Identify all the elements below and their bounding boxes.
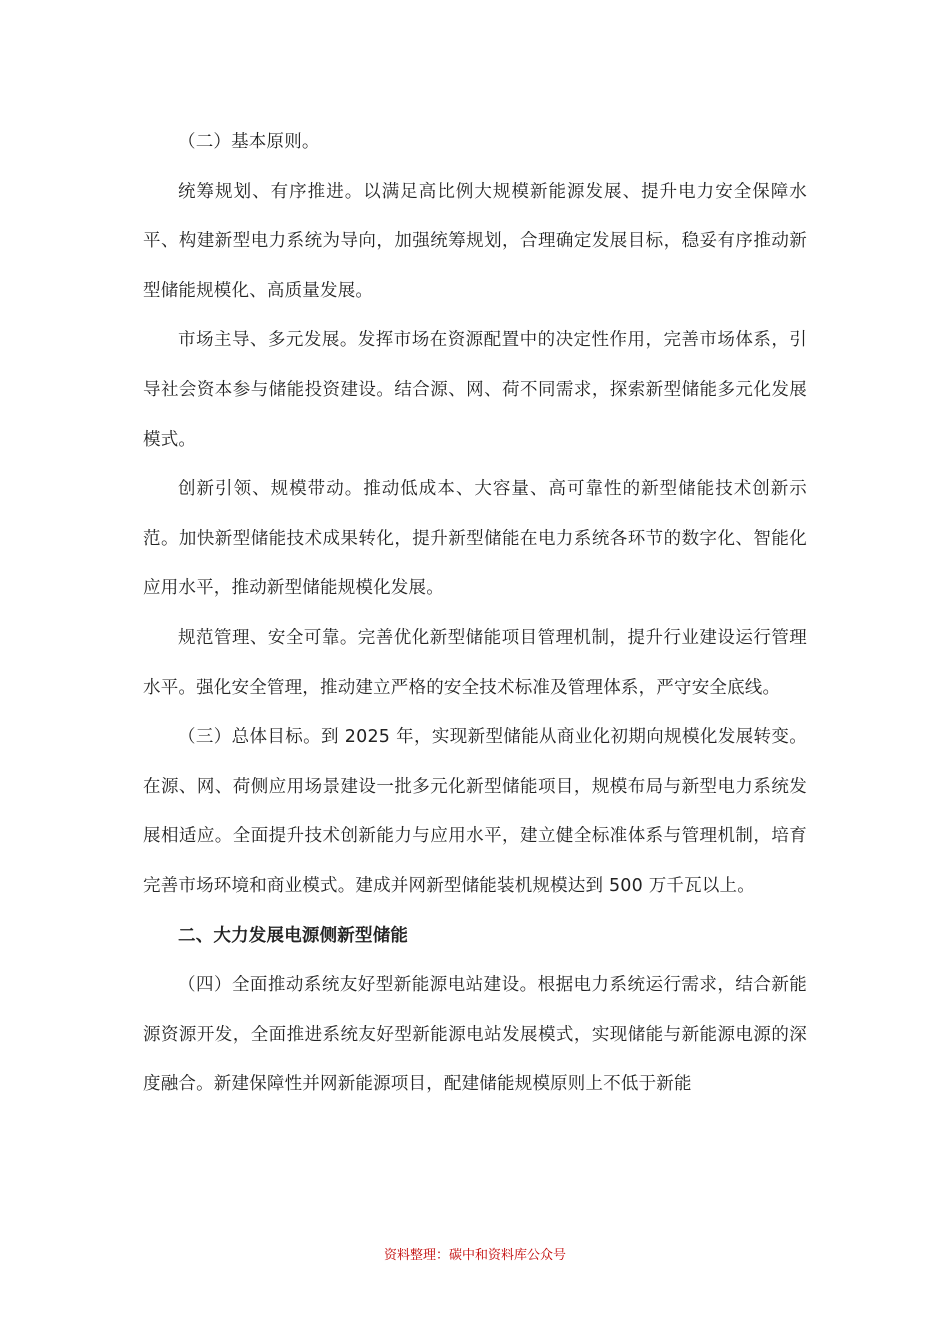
chapter-heading-power-side-storage: 二、大力发展电源侧新型储能 xyxy=(178,925,409,946)
paragraph-standard-management: 规范管理、安全可靠。完善优化新型储能项目管理机制，提升行业建设运行管理水平。强化安全管理，推动建立严格的安全技术标准及管理体系，严守安全底线。 xyxy=(143,627,807,698)
footer-source-note: 资料整理：碳中和资料库公众号 xyxy=(383,1248,566,1263)
section-heading-basic-principles: （二）基本原则。 xyxy=(178,132,320,152)
paragraph-overall-goals: （三）总体目标。到 2025 年，实现新型储能从商业化初期向规模化发展转变。在源、网、荷侧应用场景建设一批多元化新型储能项目，规模布局与新型电力系统发展相适应。全面提升技术创新能力与应用水平，建立健全标准体系与管理机制，培育完善市场环境和商业模式。建成并网新型储能装机规模达到 500 万千瓦以上。 xyxy=(143,727,807,896)
paragraph-innovation-led: 创新引领、规模带动。推动低成本、大容量、高可靠性的新型储能技术创新示范。加快新型储能技术成果转化，提升新型储能在电力系统各环节的数字化、智能化应用水平，推动新型储能规模化发展。 xyxy=(143,479,807,599)
paragraph-market-led: 市场主导、多元发展。发挥市场在资源配置中的决定性作用，完善市场体系，引导社会资本参与储能投资建设。结合源、网、荷不同需求，探索新型储能多元化发展模式。 xyxy=(143,330,807,450)
document-body xyxy=(143,118,807,1110)
paragraph-system-friendly-stations: （四）全面推动系统友好型新能源电站建设。根据电力系统运行需求，结合新能源资源开发，全面推进系统友好型新能源电站发展模式，实现储能与新能源电源的深度融合。新建保障性并网新能源项目，配建储能规模原则上不低于新能 xyxy=(143,975,807,1095)
paragraph-overall-planning: 统筹规划、有序推进。以满足高比例大规模新能源发展、提升电力安全保障水平、构建新型电力系统为导向，加强统筹规划，合理确定发展目标，稳妥有序推动新型储能规模化、高质量发展。 xyxy=(143,181,807,301)
